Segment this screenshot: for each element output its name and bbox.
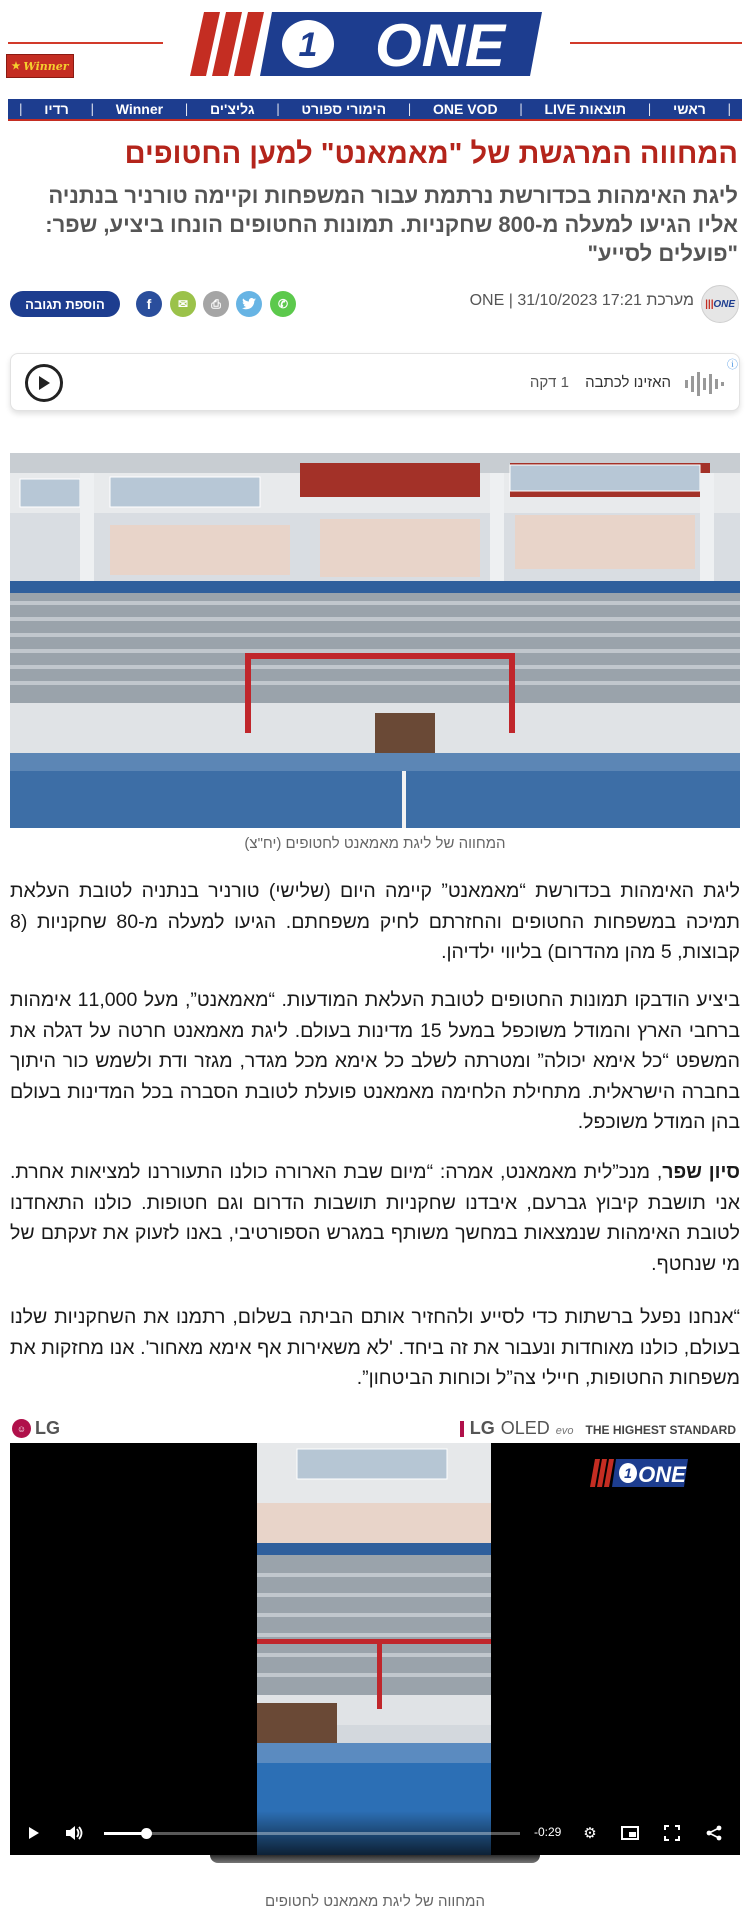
nav-item-home[interactable]: ראשי (672, 101, 706, 117)
article-paragraph-3-text: , מנכ”לית מאמאנט, אמרה: “מיום שבת הארורה כולנו התעוררנו למציאות אחרת. אני תושבת קיבוץ גברעם, איבדנו שחקניות תושבות הדרום וגם חטופות. כולנו התאחדנו לטובת האימהות שנמצאות במחשך משותף במגרש הספורטיבי, באנו לזעוק את זעקתם של מי שנחטף. (10, 1161, 740, 1275)
winner-banner[interactable] (6, 54, 74, 78)
article-title: המחווה המרגשת של "מאמאנט" למען החטופים (124, 138, 738, 170)
article-paragraph-1: ליגת האימהות בכדורשת “מאמאנט” קיימה היום (שלישי) טורניר בנתניה לטובת העלאת תמיכה במשפחות החטופים והחזרתם לחיק משפחתם. הגיעו למעלה מ-80 שחקניות (8 קבוצות, 5 מהן מהדרום) בליווי ילדיהן. (10, 880, 740, 963)
share-icon[interactable] (704, 1823, 724, 1843)
lg-oled: OLED (500, 1418, 550, 1438)
nav-item-sports-betting[interactable]: הימורי ספורט (301, 101, 387, 117)
article-subtitle: ליגת האימהות בכדורשת נרתמת עבור המשפחות וקיימה טורניר בנתניה אליו הגיעו למעלה מ-800 שחקניות. תמונות החטופים הונחו ביציע, שפר: "פועלים לסייע" (45, 183, 738, 266)
header-divider-right (570, 42, 742, 44)
video-logo-word: ONE (638, 1462, 686, 1487)
nav-item-glitches[interactable]: גליצ'ים (209, 101, 255, 117)
lg-brand-left: LG (35, 1418, 60, 1438)
video-player[interactable] (10, 1443, 740, 1855)
video-ad-banner (10, 1415, 740, 1441)
facebook-icon[interactable]: f (136, 291, 162, 317)
video-time-remaining: -0:29 (534, 1825, 562, 1839)
article-paragraph-2: ביציע הודבקו תמונות החטופים לטובת העלאת המודעות. “מאמאנט”, מעל 11,000 אימהות ברחבי הארץ והמודל משוכפל במעל 15 מדינות בעולם. ליגת מאמאנט חרטה על דגלה את המשפט “כל אימא יכולה” ומטרתה לשלב כל אימא מכל מגדר, מגזר ודת ולשמש כור היתוך בחברה הישראלית. מתחילת הלחימה מאמאנט פועלת לטובת הסברה בכל המדינות בעולם בהן המודל משוכפל. (10, 989, 740, 1133)
play-icon (28, 1826, 40, 1840)
winner-label: Winner (23, 59, 69, 73)
mail-icon[interactable]: ✉ (170, 291, 196, 317)
audio-duration: 1 דקה (529, 374, 569, 391)
article-main-image (10, 453, 740, 828)
article-audio-player (10, 353, 740, 411)
nav-item-live-results[interactable]: תוצאות LIVE (544, 101, 627, 117)
volume-icon[interactable] (64, 1823, 84, 1843)
print-icon[interactable]: ⎙ (203, 291, 229, 317)
author-avatar (701, 285, 739, 323)
lg-face-icon: ☺ (12, 1419, 31, 1438)
video-play-button[interactable] (24, 1823, 44, 1843)
share-bar (10, 291, 300, 317)
video-frame (257, 1443, 491, 1855)
fullscreen-icon[interactable] (662, 1823, 682, 1843)
lg-evo: evo (555, 1425, 574, 1437)
lg-tagline: THE HIGHEST STANDARD (585, 1423, 736, 1437)
video-progress-fill (104, 1832, 146, 1835)
video-logo-number: 1 (624, 1465, 632, 1481)
avatar-logo: |||ONE (704, 298, 736, 310)
info-icon[interactable]: ⓘ (727, 358, 738, 371)
lg-brand-right: LG (469, 1418, 495, 1438)
video-progress-bar[interactable] (104, 1832, 520, 1835)
byline: מערכת ONE | 31/10/2023 17:21 (469, 292, 694, 309)
tv-stand (210, 1855, 540, 1863)
twitter-icon[interactable] (236, 291, 262, 317)
main-nav: | ראשי | תוצאות LIVE | ONE VOD | הימורי ספורט | גליצ'ים | Winner | רדיו | (8, 99, 742, 121)
lg-logo (12, 1418, 60, 1439)
nav-item-winner[interactable]: Winner (115, 101, 164, 117)
nav-item-one-vod[interactable]: ONE VOD (432, 101, 498, 117)
play-icon (37, 375, 51, 391)
audio-label: האזינו לכתבה (585, 374, 671, 391)
video-controls (10, 1811, 740, 1855)
one-logo[interactable] (190, 12, 542, 76)
star-icon: ★ (11, 60, 21, 72)
video-caption: המחווה של ליגת מאמאנט לחטופים (264, 1893, 485, 1910)
logo-number: 1 (298, 26, 318, 64)
lg-oled-tagline (460, 1418, 736, 1439)
image-caption: המחווה של ליגת מאמאנט לחטופים (יח"צ) (244, 835, 506, 852)
picture-in-picture-icon[interactable] (620, 1823, 640, 1843)
article-paragraph-3 (10, 1157, 740, 1279)
site-header (0, 0, 750, 95)
add-comment-button[interactable]: הוספת תגובה (10, 291, 120, 317)
logo-word: ONE (374, 12, 506, 76)
header-divider-left (8, 42, 163, 44)
video-one-logo (590, 1459, 688, 1487)
whatsapp-icon[interactable]: ✆ (270, 291, 296, 317)
settings-gear-icon[interactable]: ⚙ (583, 1824, 597, 1842)
video-player-section (10, 1415, 740, 1865)
video-progress-handle[interactable] (141, 1828, 152, 1839)
nav-item-radio[interactable]: רדיו (44, 101, 69, 117)
soundwave-icon (683, 370, 727, 398)
article-paragraph-4: “אנחנו נפעל ברשתות כדי לסייע ולהחזיר אותם הביתה בשלום, רתמנו את השחקניות שלנו בעולם, כולנו מאוחדות ונעבור את זה ביחד. 'לא משאירות אף אימא מאחור'. אנו מחזקות את משפחות החטופות, חיילי צה”ל וכוחות הביטחון”. (10, 1306, 740, 1389)
quote-speaker-name: סיון שפר (662, 1161, 740, 1183)
audio-play-button[interactable] (25, 364, 63, 402)
